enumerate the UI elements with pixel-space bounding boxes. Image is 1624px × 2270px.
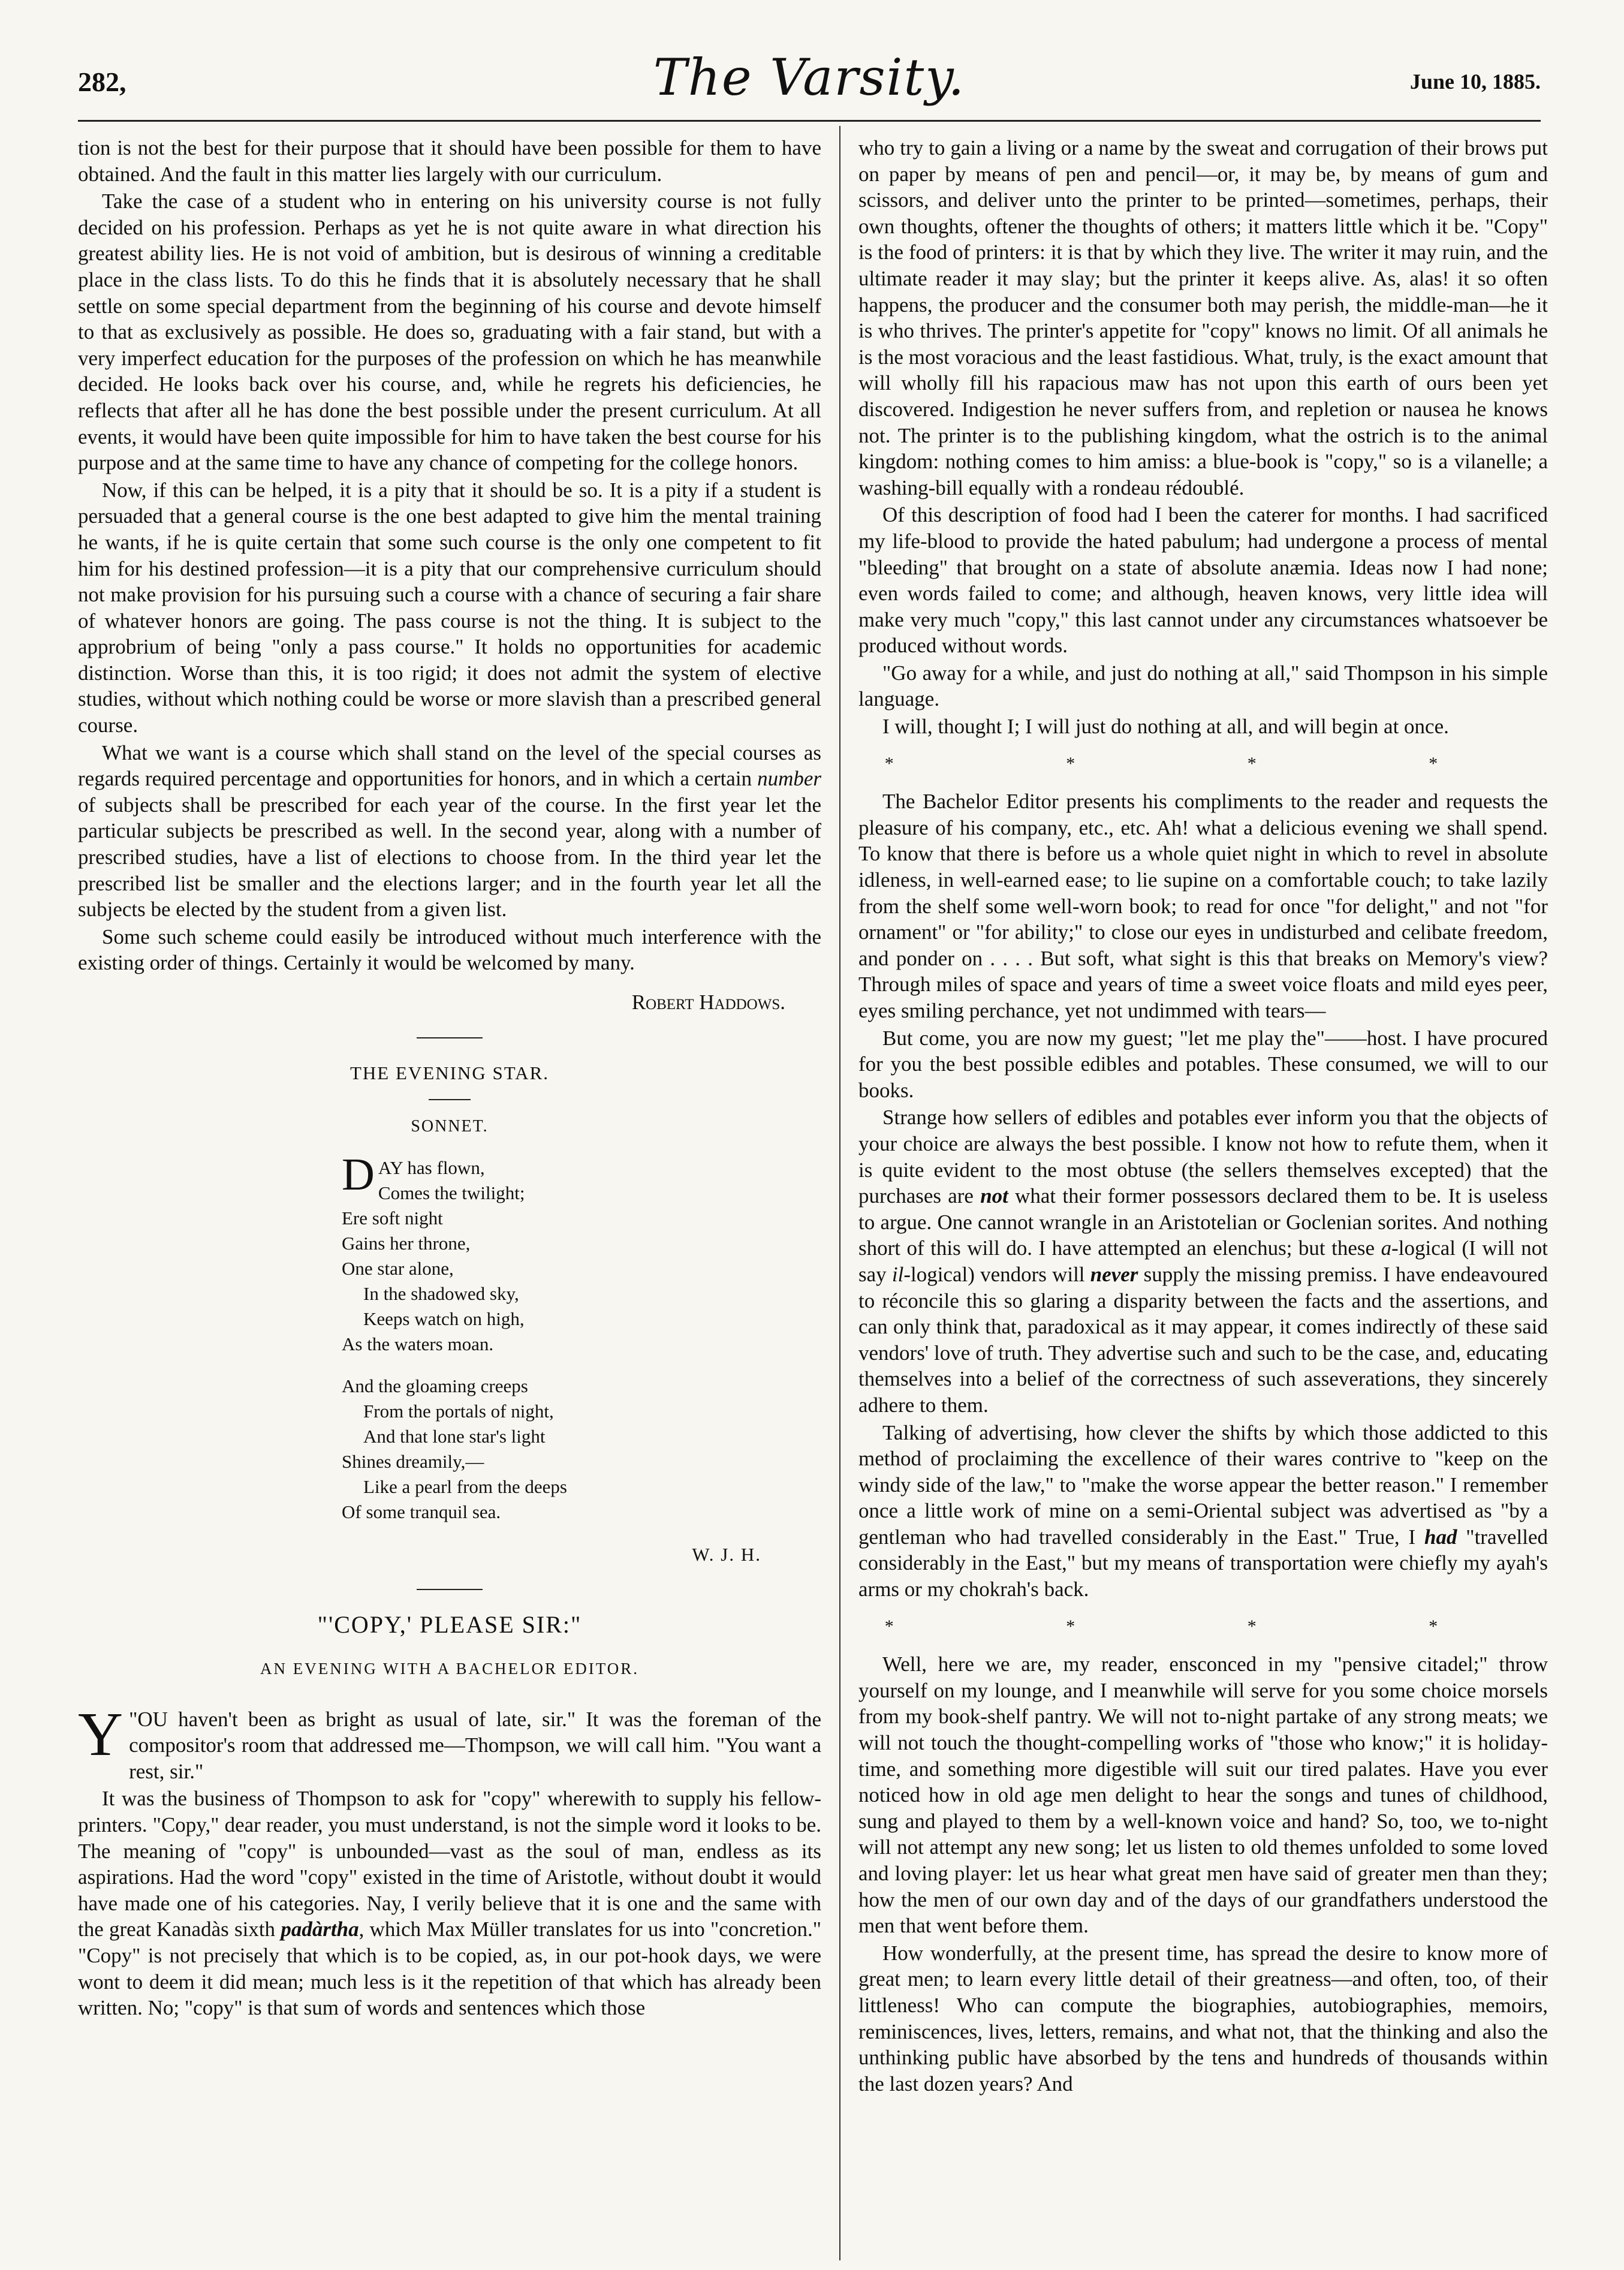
paragraph: Now, if this can be helped, it is a pity that it should be so. It is a pity if a student is persuaded that a general course is the one best adapted to give him the mental training he wants, if he is quite certain that some such course is the only one competent to fit him for his destined profession—it is a pity that our comprehensive curriculum should not make provision for his pursuing such a course with a chance of securing a fair share of whatever honors are going. The pass course is not the thing. It is subject to the approbrium of being "only a pass course." It holds no opportunities for academic distinction. Worse than this, it is too rigid; it does not admit the system of elective studies, without which nothing could be worse or more slavish than a prescribed general course. (78, 478, 821, 737)
text-run: OU haven't been as bright as usual of late, sir." It was the foreman of the compositor's room that addressed me—Thompson, we will call him. "You want a rest, sir." (129, 1707, 821, 1783)
poem-line: In the shadowed sky, (363, 1282, 519, 1304)
poem-subtitle: SONNET. (411, 1117, 489, 1136)
poem-line: Like a pearl from the deeps (363, 1476, 567, 1497)
paragraph: Some such scheme could easily be introduced without much interference with the existing order of things. Certainly it would be welcomed by many. (78, 925, 821, 975)
text-run: "travelled considerably in the East," but my means of transportation were chiefly my ayah's arms or my chokrah's back. (858, 1525, 1548, 1601)
paragraph (78, 1699, 821, 1785)
text-run: Talking of advertising, how clever the shifts by which those addicted to this method of proclaiming the excellence of their wares contrive to "keep on the windy side of the law," to "make the worse appear the better reason." I remember once a little work of mine on a semi-Oriental subject was advertised as "by a gentleman who had travelled considerably in the East." True, I (858, 1420, 1548, 1549)
poem-line: Shines dreamily,— (342, 1450, 484, 1472)
poem-line: And that lone star's light (363, 1425, 546, 1447)
poem-line-text: AY has flown, (378, 1157, 485, 1178)
poem (342, 1149, 821, 1525)
text-run: It was the business of Thompson to ask for "copy" wherewith to supply his fellow-printers. "Copy," dear reader, you must understand, is not the simple word it looks to be. The meaning of "copy" is unbounded—vast as the soul of man, endless as its aspirations. Had the word "copy" existed in the time of Aristotle, without doubt it would have made one of his categories. Nay, I verily believe that it is one and the same with the great Kanadàs sixth (78, 1787, 821, 1941)
paragraph: I will, thought I; I will just do nothing at all, and will begin at once. (882, 715, 1449, 739)
section-stars: * * * * (884, 1616, 1522, 1636)
section-rule (429, 1099, 471, 1100)
paragraph: who try to gain a living or a name by the sweat and corrugation of their brows put on paper by means of pen and pencil—or, it may be, by means of gum and scissors, and deliver unto the printer to be printed—sometimes, perhaps, their own thoughts, oftener the thoughts of others; it matters little which it be. "Copy" is the food of printers: it is that by which they live. The writer it may ruin, and the ultimate reader it may slay; but the printer it keeps alive. As, alas! it so often happens, the producer and the consumer both may perish, the middle-man—he it is who thrives. The printer's appetite for "copy" knows no limit. Of all animals he is the most voracious and the least fastidious. What, truly, is the exact amount that will wholly fill his rapacious maw has not upon this earth of ours been yet discovered. Indigestion he never suffers from, and repletion or nausea he knows not. The printer is to the publishing kingdom, what the ostrich is to the animal kingdom: nothing comes to him amiss: a blue-book is "copy," so is a vilanelle; a washing-bill equally with a rondeau rédoublé. (858, 136, 1548, 499)
masthead-title: The Varsity. (653, 48, 966, 107)
text-run: supply the missing premiss. I have endeavoured to réconcile this so glaring a disparity between the facts and the assertions, and can only think that, paradoxical as it may appear, it comes indirectly of these said vendors' love of truth. They advertise such and such to be the case, and, educating themselves into a belief of the correctness of such asseverations, they sincerely adhere to them. (858, 1262, 1548, 1417)
text-run: -logical) vendors will (903, 1262, 1090, 1286)
header-rule (78, 120, 1541, 122)
page-number: 282, (78, 67, 126, 97)
poem-line: As the waters moan. (342, 1333, 494, 1354)
article-title: "'COPY,' PLEASE SIR:" (317, 1611, 582, 1639)
text-run: Strange how sellers of edibles and potables ever inform you that the objects of your choice are always the best possible. I know not how to refute them, when it is quite evident to the most obtuse (the sellers themselves excepted) that the purchases are (858, 1106, 1548, 1208)
poem-line: Of some tranquil sea. (342, 1501, 501, 1522)
text-run: of subjects shall be prescribed for each year of the course. In the first year let the particular subjects be prescribed as well. In the second year, along with a number of prescribed studies, have a list of elections to choose from. In the third year let the prescribed list be smaller and the elections larger; and in the fourth year let all the subjects be elected by the student from a given list. (78, 793, 821, 922)
page-header (78, 42, 1541, 114)
text-run: , which Max Müller translates for us into "concretion." "Copy" is not precisely that which is to be copied, as, in our pot-hook days, we were wont to deem it did mean; much less is it the repetition of that which has already been written. No; "copy" is that sum of words and sentences which those (78, 1917, 821, 2020)
paragraph (858, 1420, 1548, 1603)
poem-line: Ere soft night (342, 1207, 443, 1229)
poem-title: THE EVENING STAR. (349, 1062, 549, 1083)
poem-line: Gains her throne, (342, 1232, 471, 1254)
poem-line: And the gloaming creeps (342, 1375, 528, 1396)
poem-stanza (342, 1149, 821, 1357)
emphasis: il (891, 1262, 904, 1286)
paragraph: How wonderfully, at the present time, has spread the desire to know more of great men; to learn every little detail of their greatness—and often, too, of their littleness! Who can compute the biographies, autobiographies, memoirs, reminiscences, lives, letters, remains, and what not, that the thinking and also the unthinking public have absorbed by the tens and hundreds of thousands within the last dozen years? And (858, 1941, 1548, 2096)
paragraph (78, 1786, 821, 2021)
drop-cap: Y (78, 1699, 123, 1769)
paragraph (858, 1104, 1548, 1418)
emphasis: a (1381, 1236, 1392, 1260)
left-column (78, 135, 821, 2257)
paragraph: Well, here we are, my reader, ensconced in my "pensive citadel;" throw yourself on my lounge, and I meanwhile will serve for you some choice morsels from my book-shelf pantry. We will not to-night partake of any strong meats; we will not touch the thought-compelling works of "those who know;" it is holiday-time, and something more digestible will suit our tired palates. Have you ever noticed how in old age men delight to hear the songs and tunes of childhood, sung and played to them by a well-known voice and hand? So, too, we to-night will not attempt any new song; let us listen to old themes unfolded to some loved and loving player: let us hear what great men have said of greater men than they; how the men of our own day and of the days of our grandfathers understood the men that went before them. (858, 1652, 1548, 1938)
poem-line: From the portals of night, (363, 1400, 554, 1422)
paragraph (78, 740, 821, 923)
text-run: what their former possessors declared them to be. It is useless to argue. One cannot wrangle in an Aristotelian or Goclenian sorites. And nothing short of this will do. I have attempted an elenchus; but these (858, 1184, 1548, 1260)
author-signature: Robert Haddows. (631, 991, 785, 1014)
article-subtitle: AN EVENING WITH A BACHELOR EDITOR. (260, 1659, 639, 1678)
opening-quote: " (129, 1707, 138, 1731)
poem-line: Keeps watch on high, (363, 1308, 525, 1329)
emphasis: not (980, 1184, 1008, 1208)
issue-date: June 10, 1885. (1409, 70, 1541, 94)
section-rule (417, 1037, 483, 1038)
paragraph: Take the case of a student who in entering on his university course is not fully decided on his profession. Perhaps as yet he is not quite aware in what direction his greatest ability lies. He is not void of ambition, but is desirous of winning a creditable place in the class lists. To do this he finds that it is absolutely necessary that he shall settle on some special department from the beginning of his course and devote himself to that as exclusively as possible. He does so, graduating with a fair stand, but with a very imperfect education for the purposes of the profession on which he has meanwhile decided. He looks back over his course, and, while he regrets his deficiencies, he reflects that after all he has done the best possible under the present curriculum. At all events, it would have been quite impossible for him to have taken the best course for his purpose and at the same time to have any chance of competing for the college honors. (78, 189, 821, 475)
emphasis: never (1090, 1262, 1138, 1286)
poem-line: Comes the twilight; (378, 1182, 525, 1203)
column-divider (839, 126, 840, 2260)
paragraph: "Go away for a while, and just do nothing at all," said Thompson in his simple language. (858, 661, 1548, 711)
poem-stanza (342, 1374, 821, 1525)
emphasis: number (757, 767, 821, 791)
paragraph: The Bachelor Editor presents his compliments to the reader and requests the pleasure of his company, etc., etc. Ah! what a delicious evening we shall spend. To know that there is before us a whole quiet night in which to revel in absolute idleness, in well-earned ease; to lie supine on a comfortable couch; to take lazily from the shelf some well-worn book; to read for once "for delight," and not "for ornament" or "for ability;" to close our eyes in undisturbed and celibate freedom, and ponder on . . . . But soft, what sight is this that breaks on Memory's view? Through miles of space and years of time a sweet voice floats and mild eyes peer, eyes smiling perchance, yet not undimmed with tears— (858, 790, 1548, 1022)
section-rule (417, 1589, 483, 1590)
section-stars: * * * * (884, 753, 1522, 773)
emphasis: padàrtha (281, 1917, 359, 1941)
poem-line: One star alone, (342, 1257, 454, 1279)
text-run: -logical (I will not say (858, 1236, 1548, 1286)
paragraph: Of this description of food had I been the caterer for months. I had sacrificed my life-blood to provide the hated pabulum; had undergone a process of mental "bleeding" that brought on a state of absolute anæmia. Ideas now I had none; even words failed to come; and although, heaven knows, very little idea will make very much "copy," this last cannot under any circumstances whatsoever be produced without words. (858, 503, 1548, 658)
emphasis: had (1424, 1525, 1457, 1549)
poem-initial: D (342, 1149, 375, 1200)
right-column (858, 135, 1548, 2257)
poem-signature: W. J. H. (692, 1543, 761, 1565)
text-run: What we want is a course which shall stand on the level of the special courses as regards required percentage and opportunities for honors, and in which a certain (78, 740, 821, 791)
paragraph: But come, you are now my guest; "let me play the"——host. I have procured for you the best possible edibles and potables. These consumed, we will to our books. (858, 1026, 1548, 1102)
paragraph: tion is not the best for their purpose that it should have been possible for them to have obtained. And the fault in this matter lies largely with our curriculum. (78, 136, 821, 186)
